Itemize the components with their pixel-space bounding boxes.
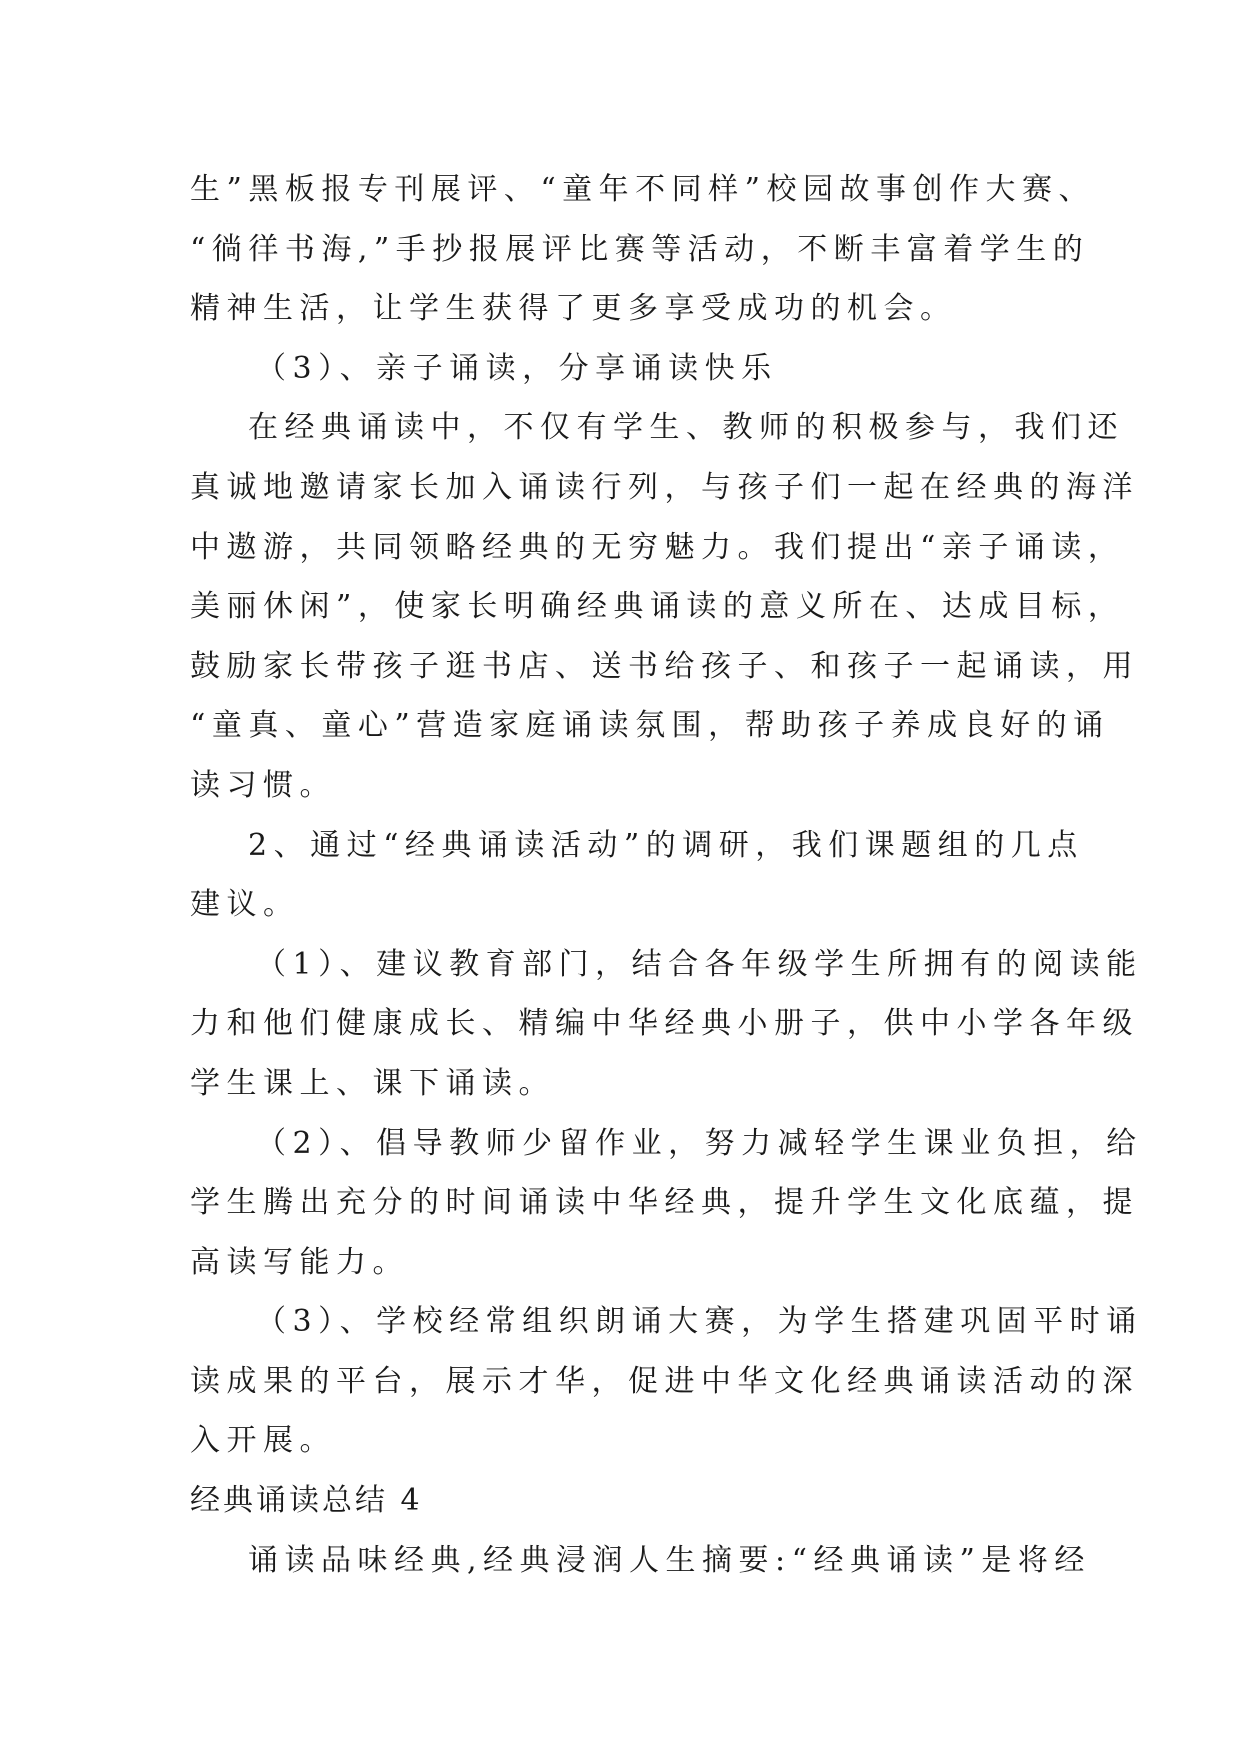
text-line: 学生腾出充分的时间诵读中华经典，提升学生文化底蕴，提 [190, 1185, 1139, 1221]
paragraph-start: （1）、建议教育部门，结合各年级学生所拥有的阅读能 [256, 946, 1143, 982]
text-line: 生”黑板报专刊展评、“童年不同样”校园故事创作大赛、 [190, 172, 1096, 207]
text-line: 中遨游，共同领略经典的无穷魅力。我们提出“亲子诵读， [190, 529, 1125, 565]
text-line: 入开展。 [190, 1423, 336, 1459]
text-line: 学生课上、课下诵读。 [190, 1065, 555, 1101]
text-line: 精神生活，让学生获得了更多享受成功的机会。 [190, 291, 957, 327]
paragraph-start: 2、通过“经典诵读活动”的调研，我们课题组的几点 [248, 827, 1084, 863]
text-line: 读成果的平台，展示才华，促进中华文化经典诵读活动的深 [190, 1363, 1139, 1399]
paragraph-start: （2）、倡导教师少留作业，努力减轻学生课业负担，给 [256, 1125, 1143, 1161]
text-line: 读习惯。 [190, 767, 336, 803]
document-body [190, 160, 1143, 1590]
text-line: 鼓励家长带孩子逛书店、送书给孩子、和孩子一起诵读，用 [190, 648, 1139, 684]
section-title: 经典诵读总结 4 [190, 1483, 423, 1519]
text-line: “徜徉书海,”手抄报展评比赛等活动，不断丰富着学生的 [190, 231, 1090, 267]
paragraph-start: 在经典诵读中，不仅有学生、教师的积极参与，我们还 [248, 410, 1124, 446]
paragraph-start: （3）、学校经常组织朗诵大赛，为学生搭建巩固平时诵 [256, 1304, 1143, 1340]
section-heading: （3）、亲子诵读，分享诵读快乐 [256, 350, 778, 386]
text-line: 美丽休闲”，使家长明确经典诵读的意义所在、达成目标， [190, 589, 1125, 625]
text-line: 真诚地邀请家长加入诵读行列，与孩子们一起在经典的海洋 [190, 469, 1139, 505]
text-line: “童真、童心”营造家庭诵读氛围，帮助孩子养成良好的诵 [190, 708, 1110, 744]
text-line: 高读写能力。 [190, 1244, 409, 1280]
text-line: 建议。 [190, 887, 300, 923]
paragraph-start: 诵读品味经典,经典浸润人生摘要:“经典诵读”是将经 [248, 1542, 1091, 1578]
text-line: 力和他们健康成长、精编中华经典小册子，供中小学各年级 [190, 1006, 1139, 1042]
